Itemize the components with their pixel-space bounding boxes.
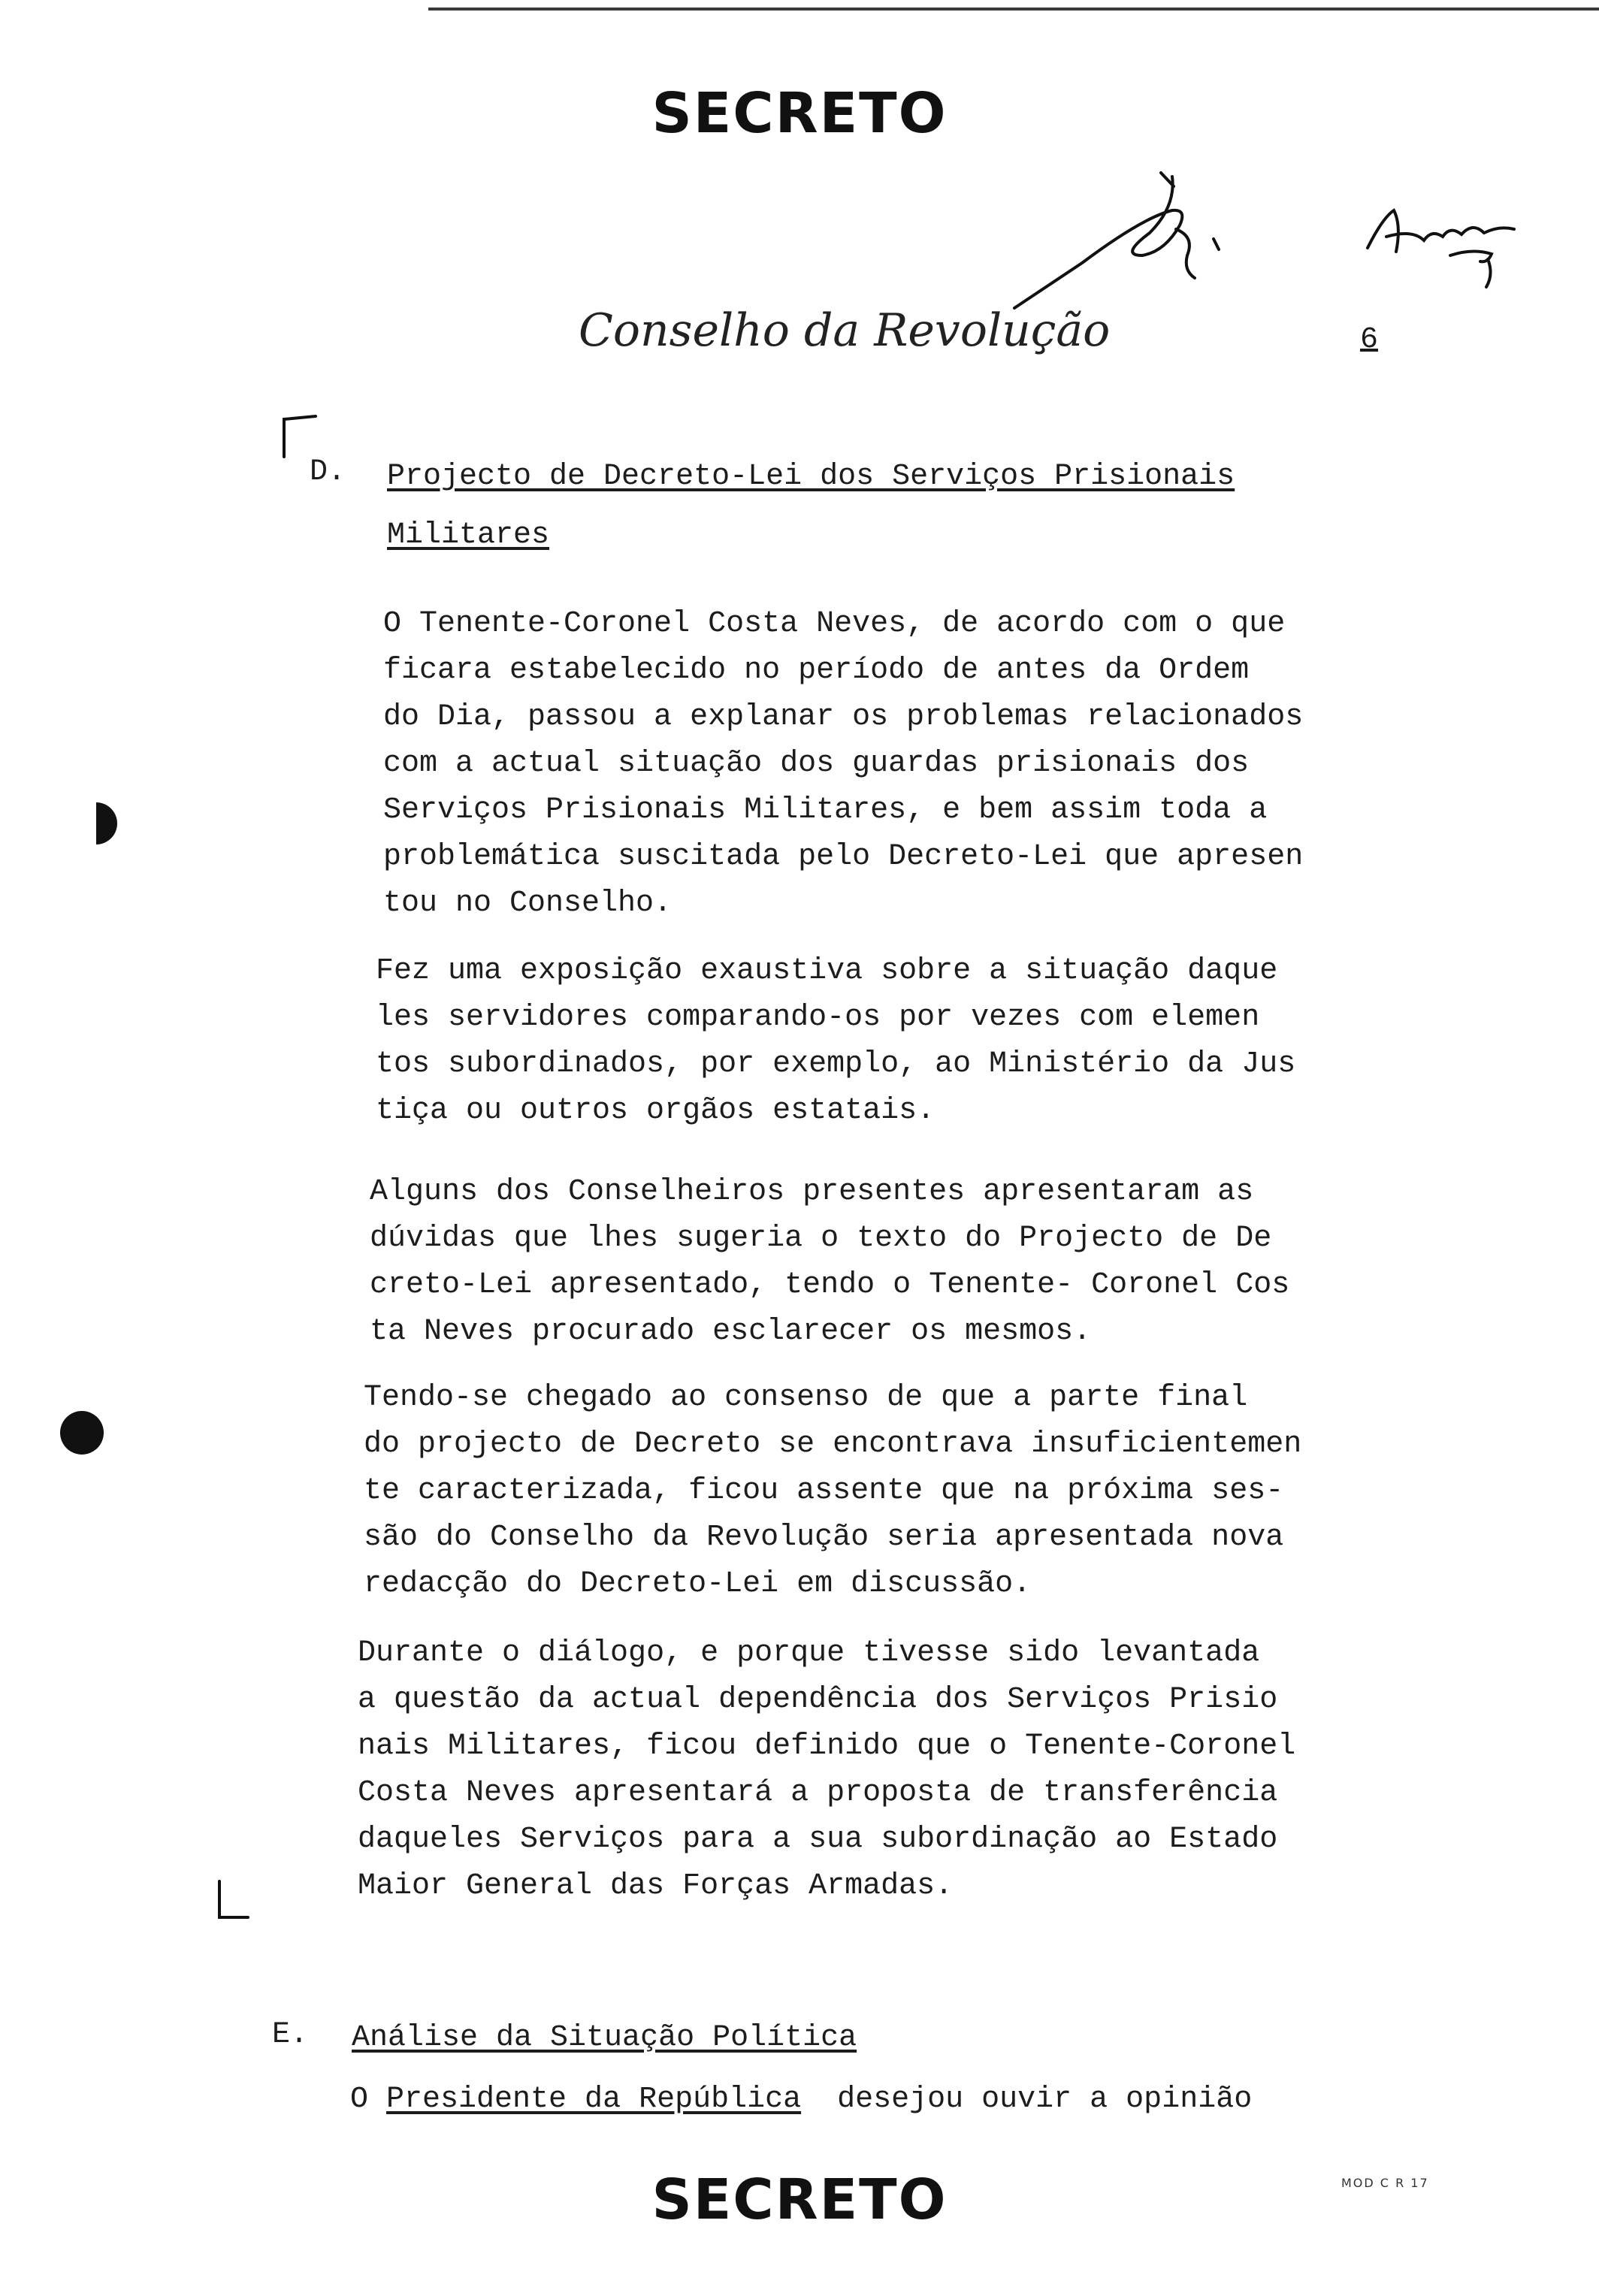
form-model-code: MOD C R 17 (1341, 2176, 1429, 2190)
section-d-letter: D. (310, 455, 346, 489)
punch-hole-lower (60, 1411, 104, 1455)
secret-stamp-top: SECRETO (651, 81, 948, 146)
section-d-title-line1: Projecto de Decreto-Lei dos Serviços Prisionais (387, 460, 1235, 494)
bracket-mark-open (278, 413, 323, 458)
section-d-title-line2: Militares (387, 518, 550, 552)
bracket-mark-close (212, 1878, 257, 1923)
secret-stamp-bottom: SECRETO (651, 2168, 948, 2232)
council-letterhead: Conselho da Revolução (579, 304, 1111, 357)
section-e-letter: E. (272, 2018, 309, 2052)
president-underlined: Presidente da República (386, 2083, 802, 2116)
top-edge-line (428, 8, 1599, 11)
section-d-paragraph-1: O Tenente-Coronel Costa Neves, de acordo com o que ficara estabelecido no período de antes da Ordem do Dia, passou a explanar os problemas relacionados com a actual situação dos guardas prisionais dos Serviços Prisionais Militares, e bem assim toda a problemática suscitada pelo Decreto-Lei que apresen tou no Conselho. (383, 607, 1304, 920)
section-d-paragraph-4: Tendo-se chegado ao consenso de que a parte final do projecto de Decreto se encontrava insuficientemen te caracterizada, ficou assente que na próxima ses- são do Conselho da Revolução seria apresentada nova redacção do Decreto-Lei em discussão. (364, 1381, 1302, 1601)
section-d-paragraph-5: Durante o diálogo, e porque tivesse sido levantada a questão da actual dependência dos Serviços Prisio nais Militares, ficou definido que o Tenente-Coronel Costa Neves apresentará a proposta de transferência daqueles Serviços para a sua subordinação ao Estado Maior General das Forças Armadas. (358, 1636, 1296, 1903)
handwritten-initials (1360, 195, 1533, 301)
section-e-p1-start: O (350, 2083, 387, 2116)
punch-hole-upper (96, 802, 117, 844)
page-number: 6 (1360, 323, 1379, 357)
section-e-title: Análise da Situação Política (352, 2021, 857, 2055)
section-d-paragraph-2: Fez uma exposição exaustiva sobre a situação daque les servidores comparando-os por vezes com elemen tos subordinados, por exemplo, ao Ministério da Jus tiça ou outros orgãos estatais. (376, 954, 1296, 1128)
section-e-p1-rest: desejou ouvir a opinião (801, 2083, 1253, 2116)
handwritten-signature (999, 165, 1247, 316)
section-e-paragraph-1 (350, 2083, 1252, 2116)
section-d-paragraph-3: Alguns dos Conselheiros presentes apresentaram as dúvidas que lhes sugeria o texto do Projecto de De creto-Lei apresentado, tendo o Tenente- Coronel Cos ta Neves procurado esclarecer os mesmos. (370, 1175, 1290, 1349)
